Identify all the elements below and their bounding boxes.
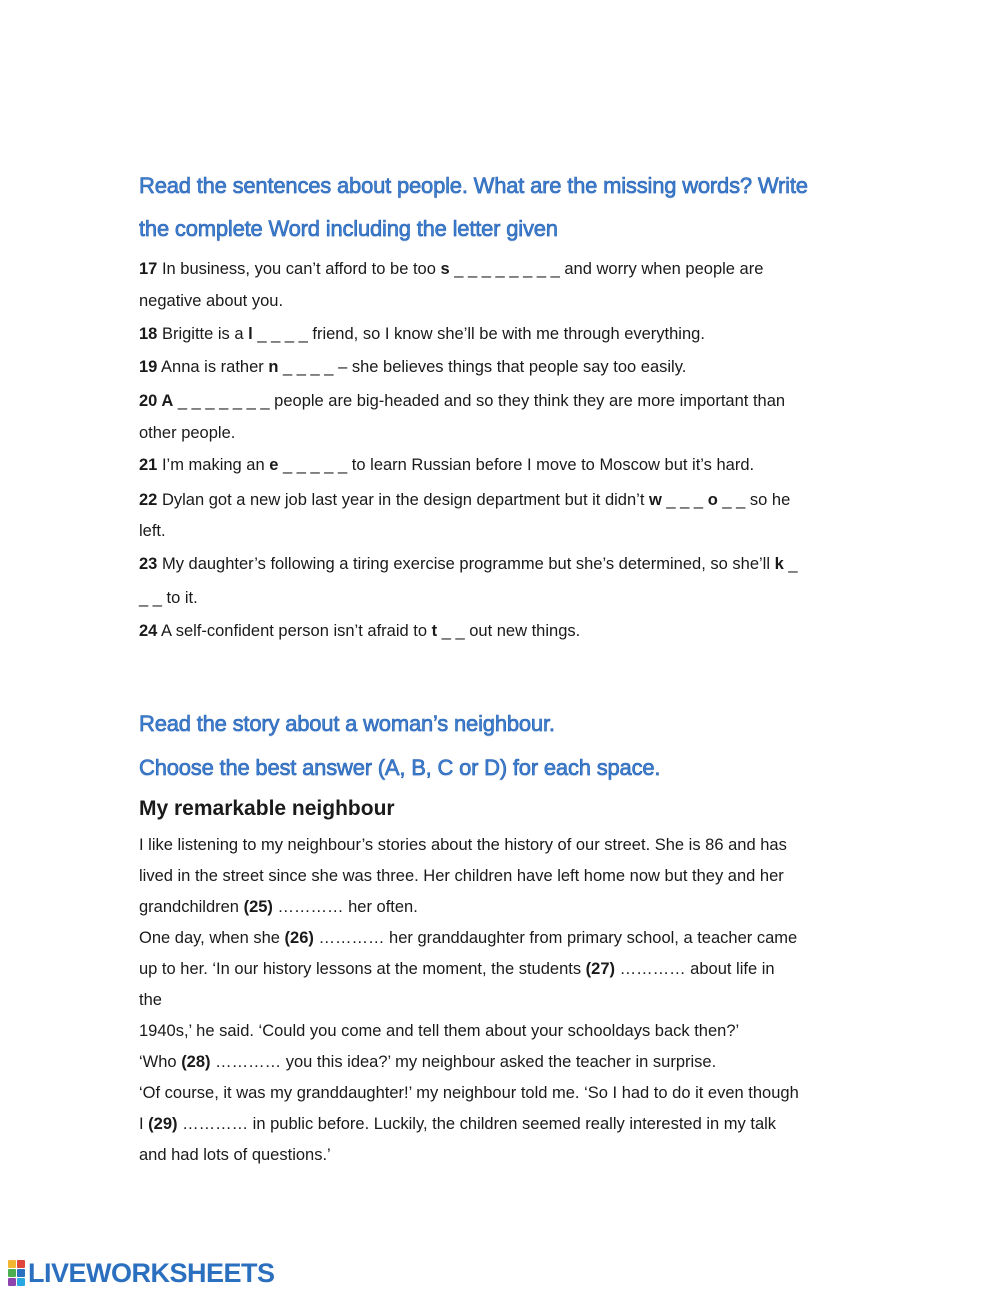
section1-heading-line1: Read the sentences about people. What are the missing words? Write xyxy=(139,173,808,198)
question-23: 23 My daughter’s following a tiring exercise programme but she’s determined, so she’ll k _ xyxy=(139,555,798,573)
gap-25: (25) xyxy=(243,898,273,916)
question-22: 22 Dylan got a new job last year in the design department but it didn’t w _ _ _ o _ _ so he xyxy=(139,491,791,509)
question-23-continuation: _ _ to it. xyxy=(139,589,198,607)
story-line: I (29) ………… in public before. Luckily, the children seemed really interested in my talk xyxy=(139,1115,777,1133)
logo-text: LIVEWORKSHEETS xyxy=(28,1258,275,1288)
liveworksheets-logo[interactable] xyxy=(8,1258,275,1288)
question-20: 20 A _ _ _ _ _ _ _ people are big-headed and so they think they are more important than xyxy=(139,392,786,410)
question-18: 18 Brigitte is a l _ _ _ _ friend, so I know she’ll be with me through everything. xyxy=(139,325,705,343)
question-19: 19 Anna is rather n _ _ _ _ – she believes things that people say too easily. xyxy=(139,358,687,376)
section1-heading-line2: the complete Word including the letter given xyxy=(139,216,558,241)
story-line: the xyxy=(139,991,162,1009)
question-17: 17 In business, you can’t afford to be too s _ _ _ _ _ _ _ _ and worry when people are xyxy=(139,260,764,278)
logo-block xyxy=(8,1269,16,1277)
section2-heading-line1: Read the story about a woman’s neighbour. xyxy=(139,711,555,736)
gap-26: (26) xyxy=(284,929,314,947)
question-20-continuation: other people. xyxy=(139,424,236,442)
logo-block xyxy=(8,1260,16,1268)
story-line: 1940s,’ he said. ‘Could you come and tell them about your schooldays back then?’ xyxy=(139,1022,740,1040)
section2-heading-line2: Choose the best answer (A, B, C or D) for each space. xyxy=(139,755,661,780)
logo-blocks-icon xyxy=(8,1260,25,1286)
gap-27: (27) xyxy=(585,960,616,978)
story-line: and had lots of questions.’ xyxy=(139,1146,331,1164)
question-21: 21 I’m making an e _ _ _ _ _ to learn Russian before I move to Moscow but it’s hard. xyxy=(139,456,755,474)
gap-29: (29) xyxy=(148,1115,178,1133)
logo-block xyxy=(8,1278,16,1286)
logo-block xyxy=(17,1260,25,1268)
story-line: lived in the street since she was three. Her children have left home now but they and her xyxy=(139,867,784,885)
logo-block xyxy=(17,1278,25,1286)
story-line: ‘Of course, it was my granddaughter!’ my neighbour told me. ‘So I had to do it even though xyxy=(139,1084,799,1102)
logo-block xyxy=(17,1269,25,1277)
question-17-continuation: negative about you. xyxy=(139,292,284,310)
story-line: up to her. ‘In our history lessons at the moment, the students (27) ………… about life in xyxy=(139,960,775,978)
gap-28: (28) xyxy=(181,1053,211,1071)
question-24: 24 A self-confident person isn’t afraid to t _ _ out new things. xyxy=(139,622,581,640)
story-line: ‘Who (28) ………… you this idea?’ my neighbour asked the teacher in surprise. xyxy=(139,1053,717,1071)
question-22-continuation: left. xyxy=(139,522,166,540)
story-title: My remarkable neighbour xyxy=(139,797,395,820)
story-line: One day, when she (26) ………… her granddaughter from primary school, a teacher came xyxy=(139,929,798,947)
story-line: I like listening to my neighbour’s stories about the history of our street. She is 86 and has xyxy=(139,836,787,854)
story-line: grandchildren (25) ………… her often. xyxy=(139,898,418,916)
